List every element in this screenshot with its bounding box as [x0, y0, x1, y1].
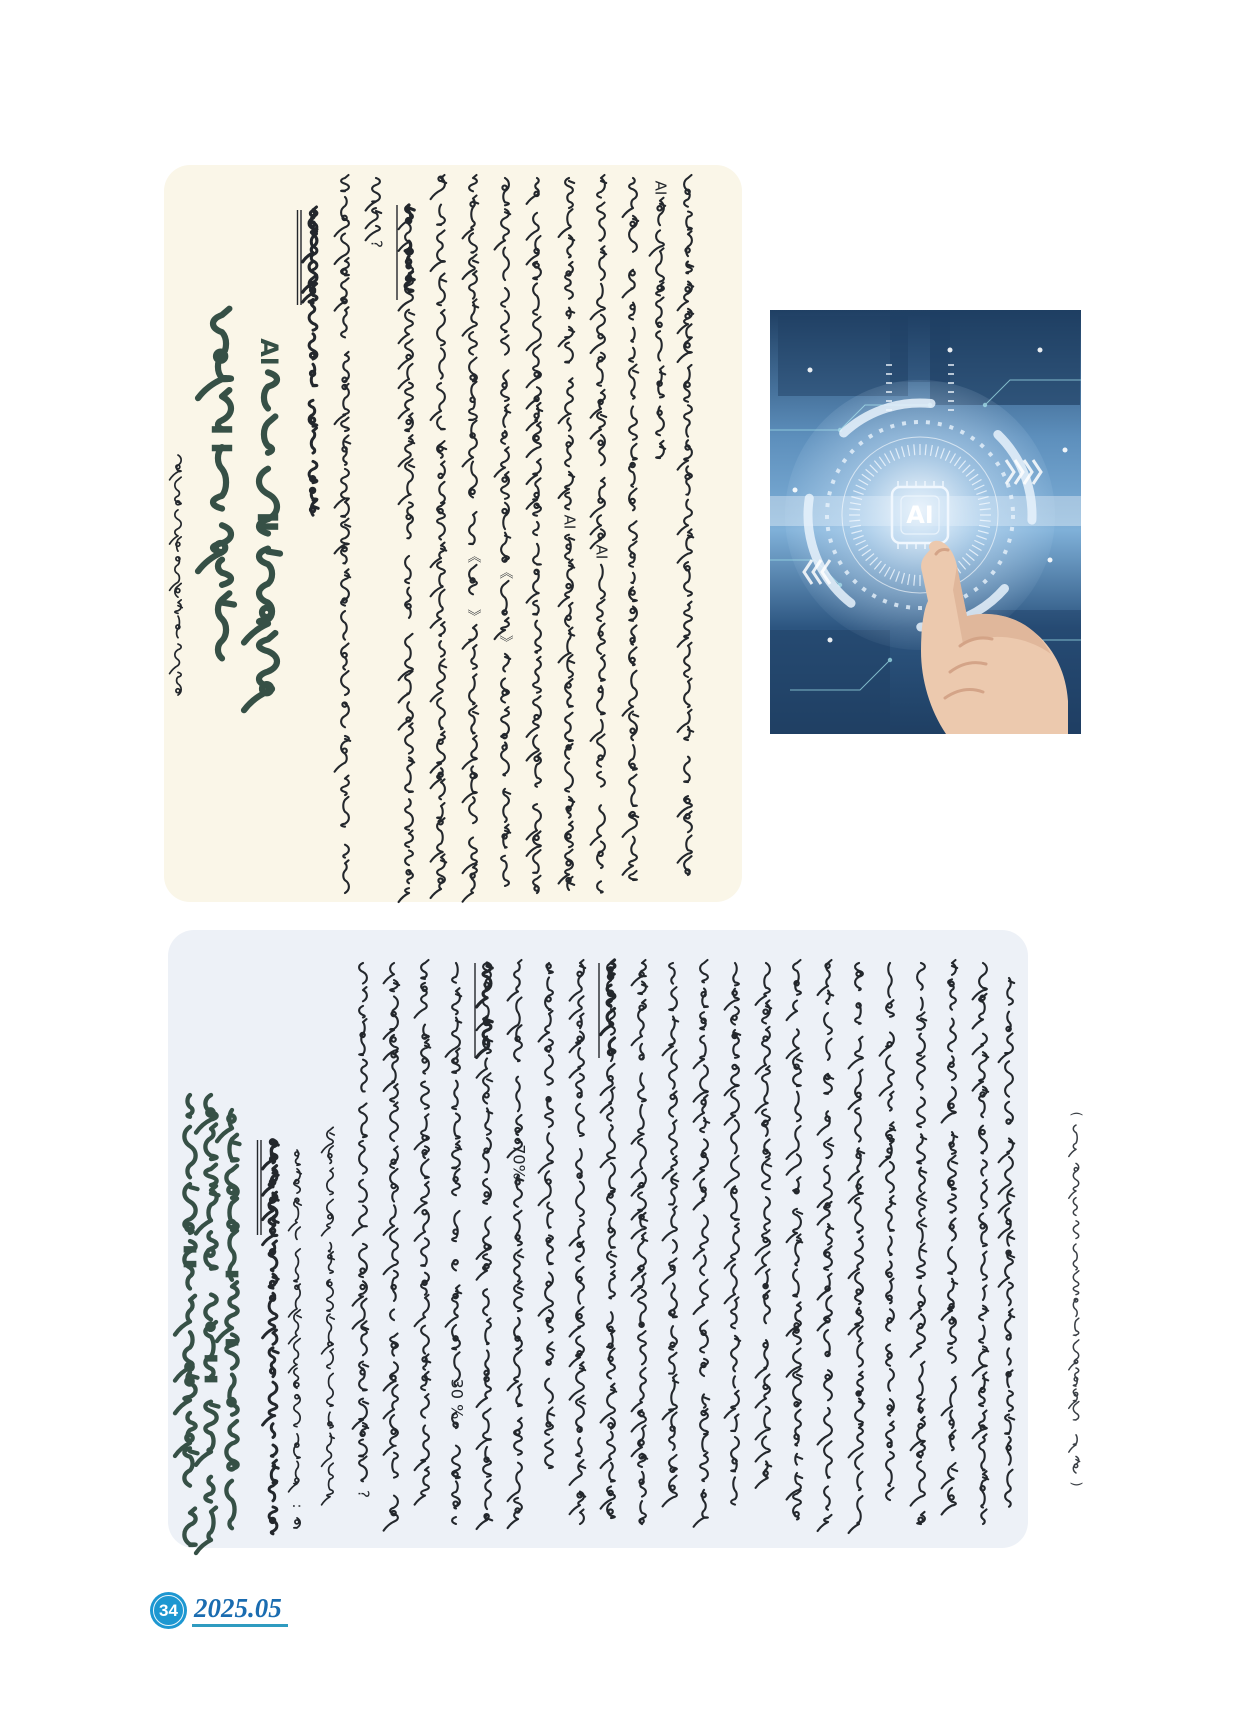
- inline-fragment-30: 30 %: [447, 1378, 467, 1420]
- sparkle: [808, 368, 813, 373]
- ai-chip-label: AI: [906, 501, 934, 529]
- inline-fragment-: 》: [465, 609, 481, 623]
- photo-screen-block: [890, 312, 950, 382]
- inline-fragment-ai: AI: [592, 544, 611, 560]
- inline-fragment-: 《: [465, 549, 481, 563]
- inline-fragment-: ?: [367, 240, 386, 248]
- article-panel-top: [164, 165, 742, 902]
- inline-fragment-: ?: [354, 1490, 373, 1498]
- inline-fragment-: :: [289, 1503, 305, 1509]
- sparkle: [948, 348, 953, 353]
- inline-fragment-: ): [1068, 1481, 1084, 1487]
- sparkle: [1063, 448, 1068, 453]
- inline-fragment-: 》: [497, 635, 513, 649]
- script-column: [1069, 1125, 1080, 1473]
- inline-fragment-: 《: [497, 565, 513, 579]
- sparkle: [1048, 558, 1053, 563]
- ai-touch-photo: [770, 310, 1081, 734]
- inline-fragment-: (: [1068, 1111, 1084, 1117]
- issue-date: 2025.05: [192, 1594, 288, 1626]
- sparkle: [1038, 348, 1043, 353]
- ai-touch-photo-art: [770, 310, 1081, 734]
- page-footer: [150, 1592, 288, 1629]
- page-number: 34: [153, 1595, 184, 1626]
- photo-screen-block: [770, 630, 890, 734]
- sparkle: [828, 638, 833, 643]
- article-panel-bottom: [168, 930, 1028, 1548]
- inline-fragment-ai: AI: [255, 338, 283, 366]
- inline-fragment-ai: AI: [560, 514, 579, 530]
- page-number-badge: [150, 1592, 187, 1629]
- inline-fragment-70: 70%: [509, 1144, 529, 1180]
- sparkle: [793, 488, 798, 493]
- inline-fragment-ai: AI: [651, 180, 670, 196]
